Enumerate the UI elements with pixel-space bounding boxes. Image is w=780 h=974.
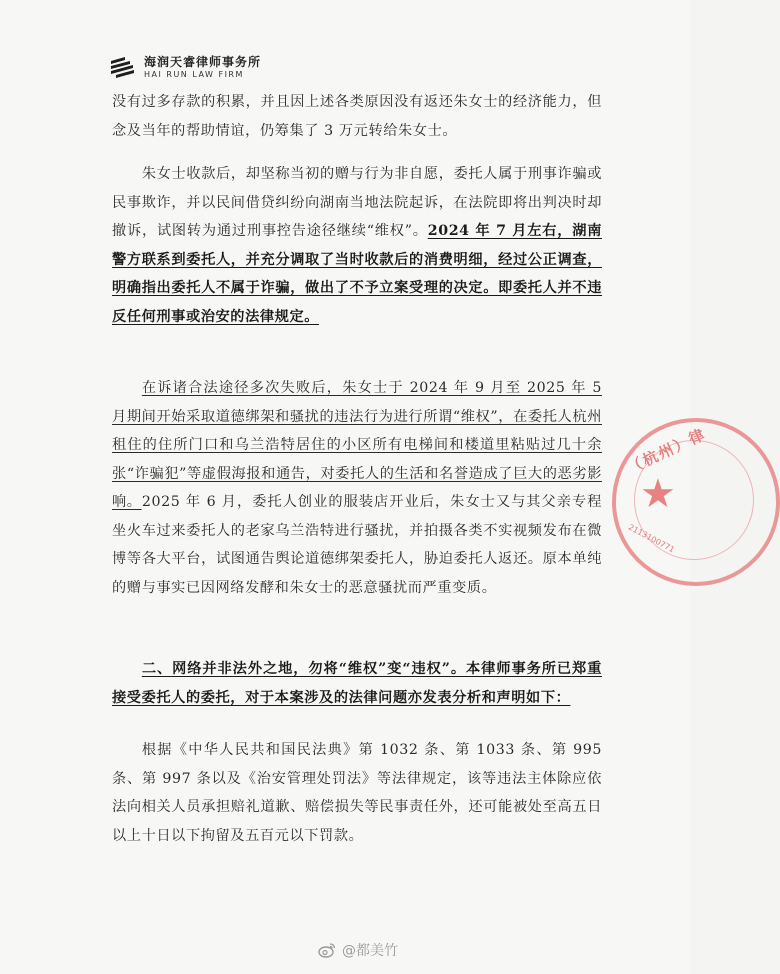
- paragraph-2-bold: 2024 年 7 月左右，湖南警方联系到委托人，并充分调取了当时收款后的消费明细，经过公正调查，明确指出委托人不属于诈骗，做出了不予立案受理的决定。即委托人并不违反任何刑事或治安的法律规定。: [112, 223, 602, 325]
- hairun-logo-icon: [108, 55, 136, 79]
- star-icon: ★: [640, 471, 676, 517]
- paragraph-2-plain: 朱女士收款后，却坚称当初的赠与行为非自愿，委托人属于刑事诈骗或民事欺诈，并以民间借贷纠纷向湖南当地法院起诉，在法院即将出判决时却撤诉，试图转为通过刑事控告途径继续“维权”。: [112, 166, 602, 239]
- paragraph-1: 没有过多存款的积累，并且因上述各类原因没有返还朱女士的经济能力，但念及当年的帮助情谊，仍筹集了 3 万元转给朱女士。: [112, 94, 602, 139]
- seal-text: （杭州）律: [624, 424, 710, 478]
- weibo-watermark: [318, 940, 398, 960]
- watermark-text: @都美竹: [342, 943, 398, 959]
- section-heading-2: 二、网络并非法外之地，勿将“维权”变“违权”。本律师事务所已郑重接受委托人的委托，对于本案涉及的法律问题亦发表分析和声明如下：: [112, 661, 602, 706]
- weibo-icon: [318, 942, 336, 958]
- paragraph-3: 在诉诸合法途径多次失败后，朱女士于 2024 年 9 月至 2025 年 5 月期间开始采取道德绑架和骚扰的违法行为进行所谓“维权”，在委托人杭州租住的住所门口和乌兰浩特居住的小区所有电梯间和楼道里粘贴过几十余张“诈骗犯”等虚假海报和通告，对委托人的生活和名誉造成了巨大的恶劣影响。: [112, 380, 602, 510]
- official-seal: [612, 418, 780, 586]
- firm-name-en: HAI RUN LAW FIRM: [144, 69, 244, 79]
- paragraph-2: [112, 160, 602, 331]
- paragraph-6: 根据《中华人民共和国民法典》第 1032 条、第 1033 条、第 995 条、第 997 条以及《治安管理处罚法》等法律规定，该等违法主体除应依法向相关人员承担赔礼道歉、赔偿损失等民事责任外，还可能被处至高五日以上十日以下拘留及五百元以下罚款。: [112, 742, 602, 844]
- paragraph-4: 2025 年 6 月，委托人创业的服装店开业后，朱女士又与其父亲专程坐火车过来委托人的老家乌兰浩特进行骚扰，并拍摄各类不实视频发布在微博等各大平台，试图通告舆论道德绑架委托人，胁迫委托人返还。原本单纯的赠与事实已因网络发酵和朱女士的恶意骚扰而严重变质。: [112, 494, 602, 596]
- firm-name-cn: 海润天睿律师事务所: [144, 54, 262, 69]
- letterhead: [108, 52, 261, 82]
- seal-number: 2113100771: [626, 522, 677, 555]
